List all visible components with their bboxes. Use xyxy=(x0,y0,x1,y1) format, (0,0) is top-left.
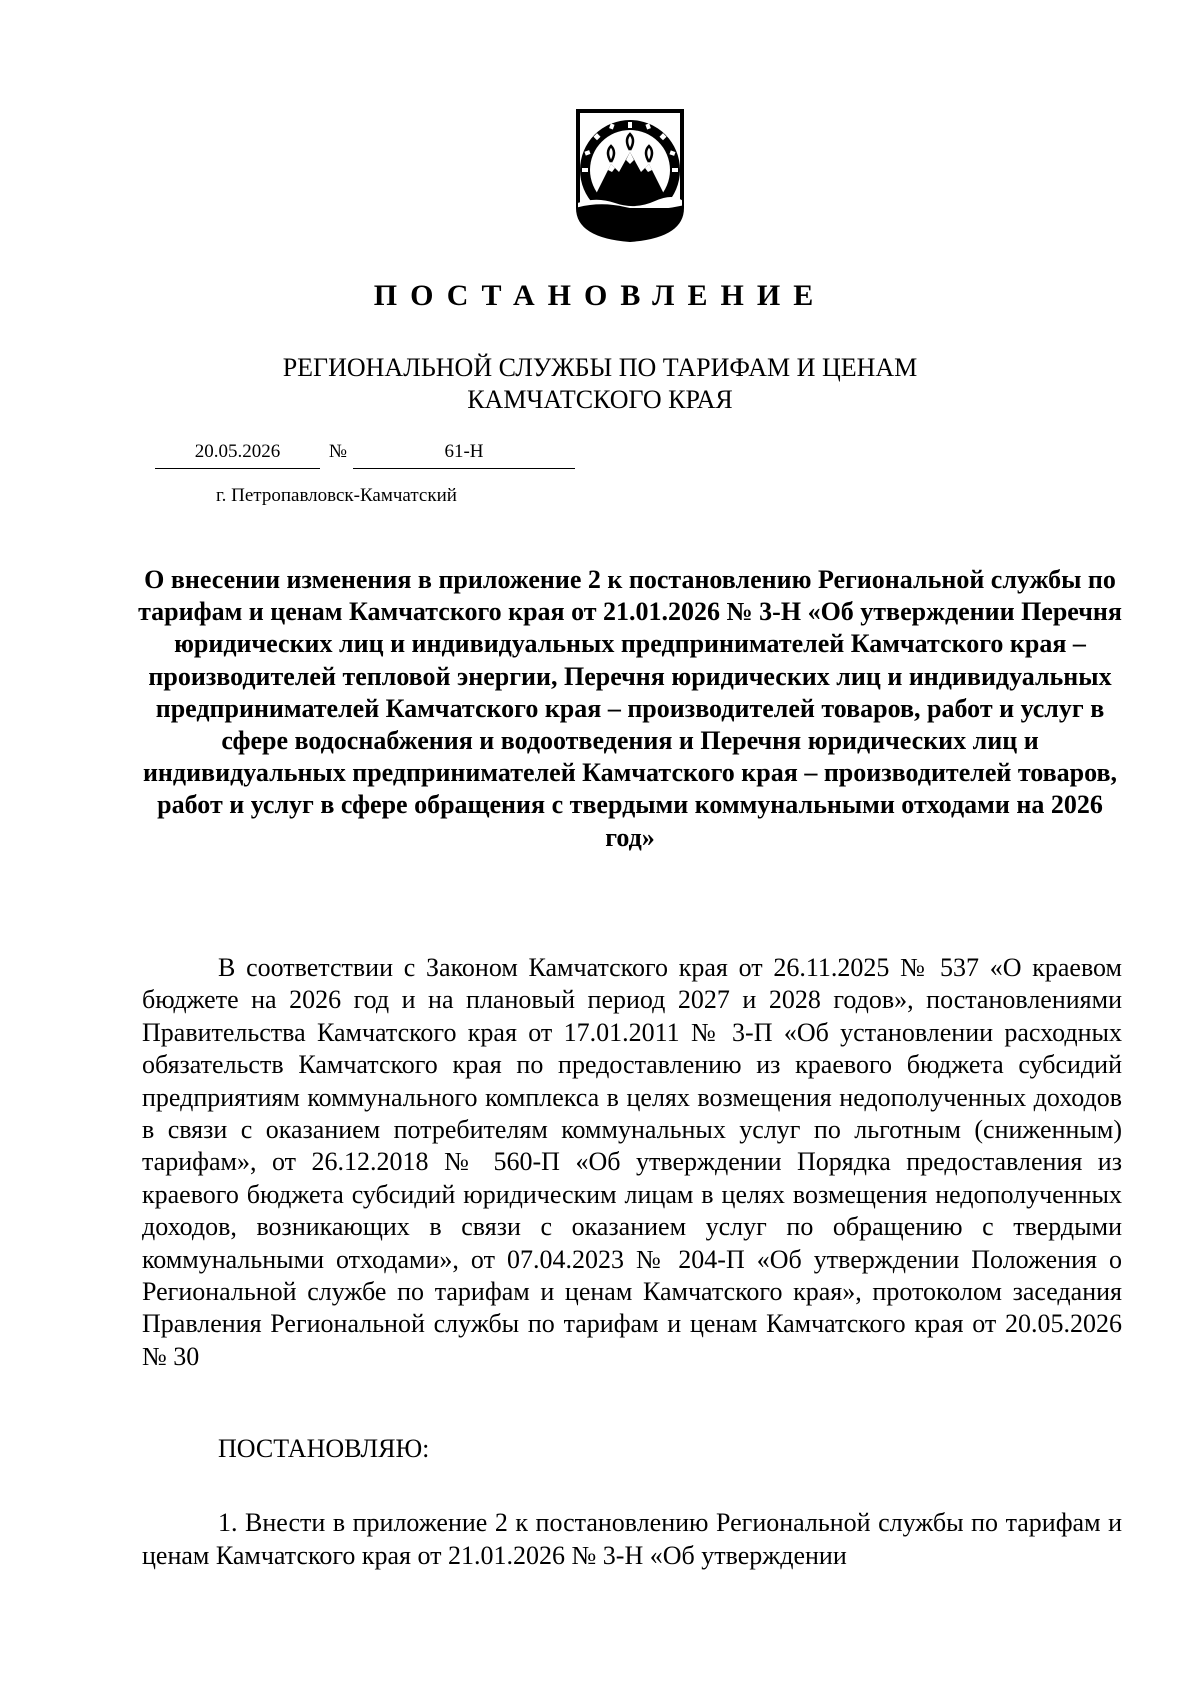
document-subject: О внесении изменения в приложение 2 к постановлению Региональной службы по тарифам и ценам Камчатского края от 21.01.2026 № 3-Н «Об утверждении Перечня юридических лиц и индивидуальных предпринимателей Камчатского края – производителей тепловой энергии, Перечня юридических лиц и индивидуальных предпринимателей Камчатского края – производителей товаров, работ и услуг в сфере водоснабжения и водоотведения и Перечня юридических лиц и индивидуальных предпринимателей Камчатского края – производителей товаров, работ и услуг в сфере обращения с твердыми коммунальными отходами на 2026 год» xyxy=(138,565,1122,852)
clause-1: 1. Внести в приложение 2 к постановлению Региональной службы по тарифам и ценам Камчатского края от 21.01.2026 № 3-Н «Об утверждении xyxy=(142,1508,1122,1570)
authority-line-2: КАМЧАТСКОГО КРАЯ xyxy=(467,385,733,414)
document-type: ПОСТАНОВЛЕНИЕ xyxy=(373,279,827,312)
preamble-paragraph: В соответствии с Законом Камчатского края от 26.11.2025 № 537 «О краевом бюджете на 2026 год и на плановый период 2027 и 2028 годов», постановлениями Правительства Камчатского края от 17.01.2011 № 3-П «Об установлении расходных обязательств Камчатского края по предоставлению из краевого бюджета субсидий предприятиям коммунального комплекса в целях возмещения недополученных доходов в связи с оказанием потребителям коммунальных услуг по льготным (сниженным) тарифам», от 26.12.2018 № 560-П «Об утверждении Порядка предоставления из краевого бюджета субсидий юридическим лицам в целях возмещения недополученных доходов, возникающих в связи с оказанием услуг по обращению с твердыми коммунальными отходами», от 07.04.2023 № 204-П «Об утверждении Положения о Региональной службе по тарифам и ценам Камчатского края», протоколом заседания Правления Региональной службы по тарифам и ценам Камчатского края от 20.05.2026 № 30 xyxy=(142,953,1122,1371)
document-number: 61-Н xyxy=(353,440,575,469)
number-sign: № xyxy=(328,441,348,462)
coat-of-arms-icon xyxy=(575,108,685,242)
document-date: 20.05.2026 xyxy=(155,440,320,469)
authority-line-1: РЕГИОНАЛЬНОЙ СЛУЖБЫ ПО ТАРИФАМ И ЦЕНАМ xyxy=(282,353,918,382)
decree-word: ПОСТАНОВЛЯЮ: xyxy=(218,1434,430,1463)
issuing-authority xyxy=(0,352,1200,416)
issue-city: г. Петропавловск-Камчатский xyxy=(216,485,457,506)
